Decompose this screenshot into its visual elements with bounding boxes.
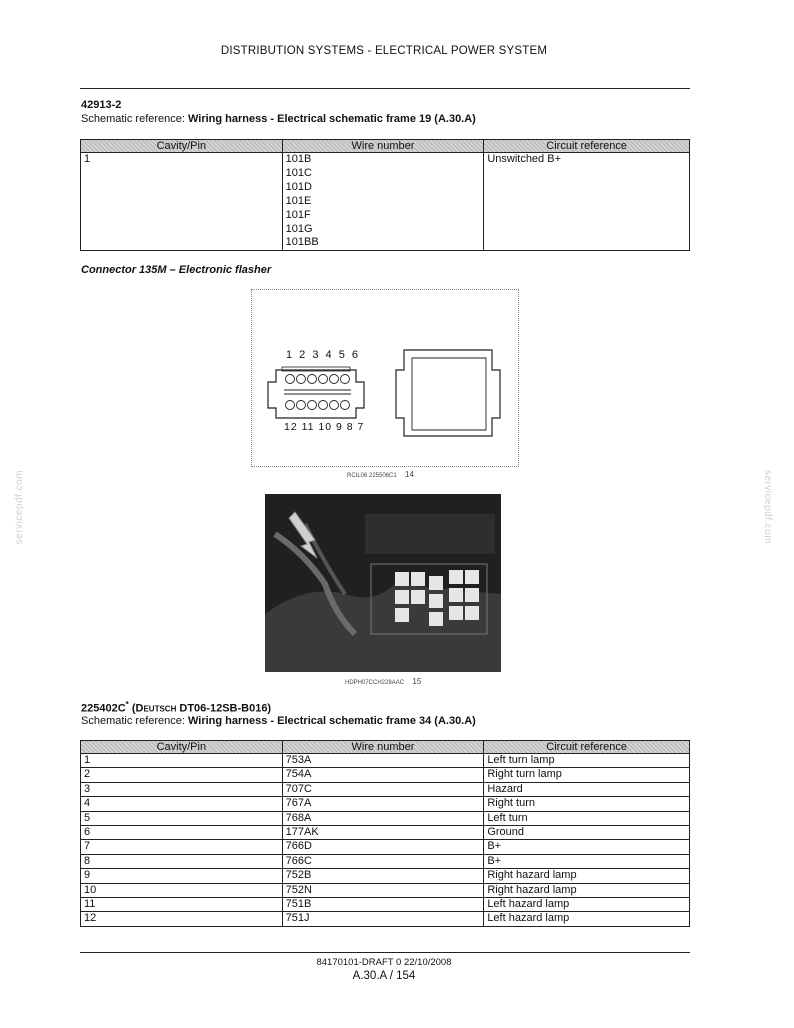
bottom-pin-numbers: 12 11 10 9 8 7 <box>284 421 365 433</box>
cell-wire: 751B <box>282 898 484 912</box>
wire-item: 101BB <box>285 236 319 249</box>
header-rule <box>80 88 690 89</box>
cell-circuit: Right turn <box>484 797 690 811</box>
cell-wire: 752B <box>282 869 484 883</box>
cell-circuit: Ground <box>484 826 690 840</box>
schematic-prefix: Schematic reference: <box>81 113 185 125</box>
cell-circuit: Right hazard lamp <box>484 883 690 897</box>
photo-drawing <box>265 494 501 672</box>
cell-circuit: Left hazard lamp <box>484 912 690 926</box>
table-row <box>81 883 690 897</box>
section1-id: 42913-2 <box>81 99 122 111</box>
table-row <box>81 153 690 251</box>
cell-circuit: Left hazard lamp <box>484 898 690 912</box>
cell-circuit: Right hazard lamp <box>484 869 690 883</box>
table-row <box>81 754 690 768</box>
wire-item: 101D <box>285 180 312 193</box>
cell-wire: 752N <box>282 883 484 897</box>
cell-wire: 767A <box>282 797 484 811</box>
flasher-photo <box>265 494 501 672</box>
cell-circuit: Left turn <box>484 811 690 825</box>
section1-table <box>80 139 690 251</box>
table-row <box>81 768 690 782</box>
cell-circuit: Unswitched B+ <box>484 153 690 251</box>
cell-wires <box>282 153 484 251</box>
cell-wire: 754A <box>282 768 484 782</box>
cell-cavity: 2 <box>81 768 283 782</box>
cell-wire: 753A <box>282 754 484 768</box>
footer-doc-id: 84170101-DRAFT 0 22/10/2008 <box>316 957 452 968</box>
table-row <box>81 840 690 854</box>
schematic-prefix: Schematic reference: <box>81 715 185 727</box>
cell-circuit: Left turn lamp <box>484 754 690 768</box>
cell-cavity: 4 <box>81 797 283 811</box>
footer-rule <box>80 952 690 953</box>
col-cavity-pin: Cavity/Pin <box>81 140 283 153</box>
top-pin-numbers: 1 2 3 4 5 6 <box>286 349 360 361</box>
photo-caption <box>345 677 421 686</box>
wire-item: 101C <box>285 166 312 179</box>
figure-number: 14 <box>405 470 414 479</box>
section2-id-main: 225402C <box>81 702 126 715</box>
cell-circuit: Right turn lamp <box>484 768 690 782</box>
connector-title: Connector 135M – Electronic flasher <box>81 264 272 276</box>
diagram-caption <box>347 470 414 479</box>
cell-wire: 766D <box>282 840 484 854</box>
col-circuit-reference: Circuit reference <box>484 140 690 153</box>
table-header-row <box>81 140 690 153</box>
section2-schematic-reference <box>81 715 476 727</box>
watermark-right: servicepdf.com <box>762 470 773 545</box>
wire-item: 101B <box>285 153 312 165</box>
cell-cavity: 10 <box>81 883 283 897</box>
photo-caption-code: HDPH07CCH228AAC <box>345 680 405 686</box>
table-row <box>81 854 690 868</box>
cell-cavity: 9 <box>81 869 283 883</box>
connector-drawing <box>252 290 518 466</box>
cell-cavity: 8 <box>81 854 283 868</box>
cell-wire: 177AK <box>282 826 484 840</box>
cell-wire: 751J <box>282 912 484 926</box>
col-wire-number: Wire number <box>282 140 484 153</box>
cell-cavity: 12 <box>81 912 283 926</box>
figure-number: 15 <box>412 677 422 686</box>
table-row <box>81 869 690 883</box>
table-row <box>81 811 690 825</box>
wire-item: 101E <box>285 194 312 207</box>
cell-cavity: 5 <box>81 811 283 825</box>
connector-diagram <box>251 289 519 467</box>
table-row <box>81 782 690 796</box>
table-row <box>81 797 690 811</box>
table-row <box>81 826 690 840</box>
schematic-ref: Wiring harness - Electrical schematic frame 19 (A.30.A) <box>188 113 476 125</box>
cell-cavity: 1 <box>81 153 283 251</box>
cell-cavity: 7 <box>81 840 283 854</box>
section2-id <box>81 700 271 715</box>
page-header-title: DISTRIBUTION SYSTEMS - ELECTRICAL POWER SYSTEM <box>220 45 548 57</box>
table-row <box>81 912 690 926</box>
section2-table <box>80 740 690 927</box>
cell-cavity: 11 <box>81 898 283 912</box>
table-header-row <box>81 741 690 754</box>
watermark-left: servicepdf.com <box>14 470 25 545</box>
wire-item: 101G <box>285 222 313 235</box>
col-cavity-pin: Cavity/Pin <box>81 741 283 754</box>
wire-item: 101F <box>285 208 311 221</box>
table-row <box>81 898 690 912</box>
cell-circuit: B+ <box>484 840 690 854</box>
col-circuit-reference: Circuit reference <box>484 741 690 754</box>
cell-wire: 766C <box>282 854 484 868</box>
cell-circuit: Hazard <box>484 782 690 796</box>
cell-wire: 707C <box>282 782 484 796</box>
section1-schematic-reference <box>81 113 476 125</box>
cell-cavity: 1 <box>81 754 283 768</box>
cell-wire: 768A <box>282 811 484 825</box>
section2-id-paren: (Deutsch DT06-12SB-B016) <box>131 702 272 715</box>
footer-page-number: A.30.A / 154 <box>352 970 416 982</box>
cell-circuit: B+ <box>484 854 690 868</box>
section2-id-sup: * <box>125 700 129 709</box>
schematic-ref: Wiring harness - Electrical schematic frame 34 (A.30.A) <box>188 715 476 727</box>
col-wire-number: Wire number <box>282 741 484 754</box>
cell-cavity: 3 <box>81 782 283 796</box>
cell-cavity: 6 <box>81 826 283 840</box>
diagram-caption-code: RCIL06 225506C1 <box>347 473 397 479</box>
